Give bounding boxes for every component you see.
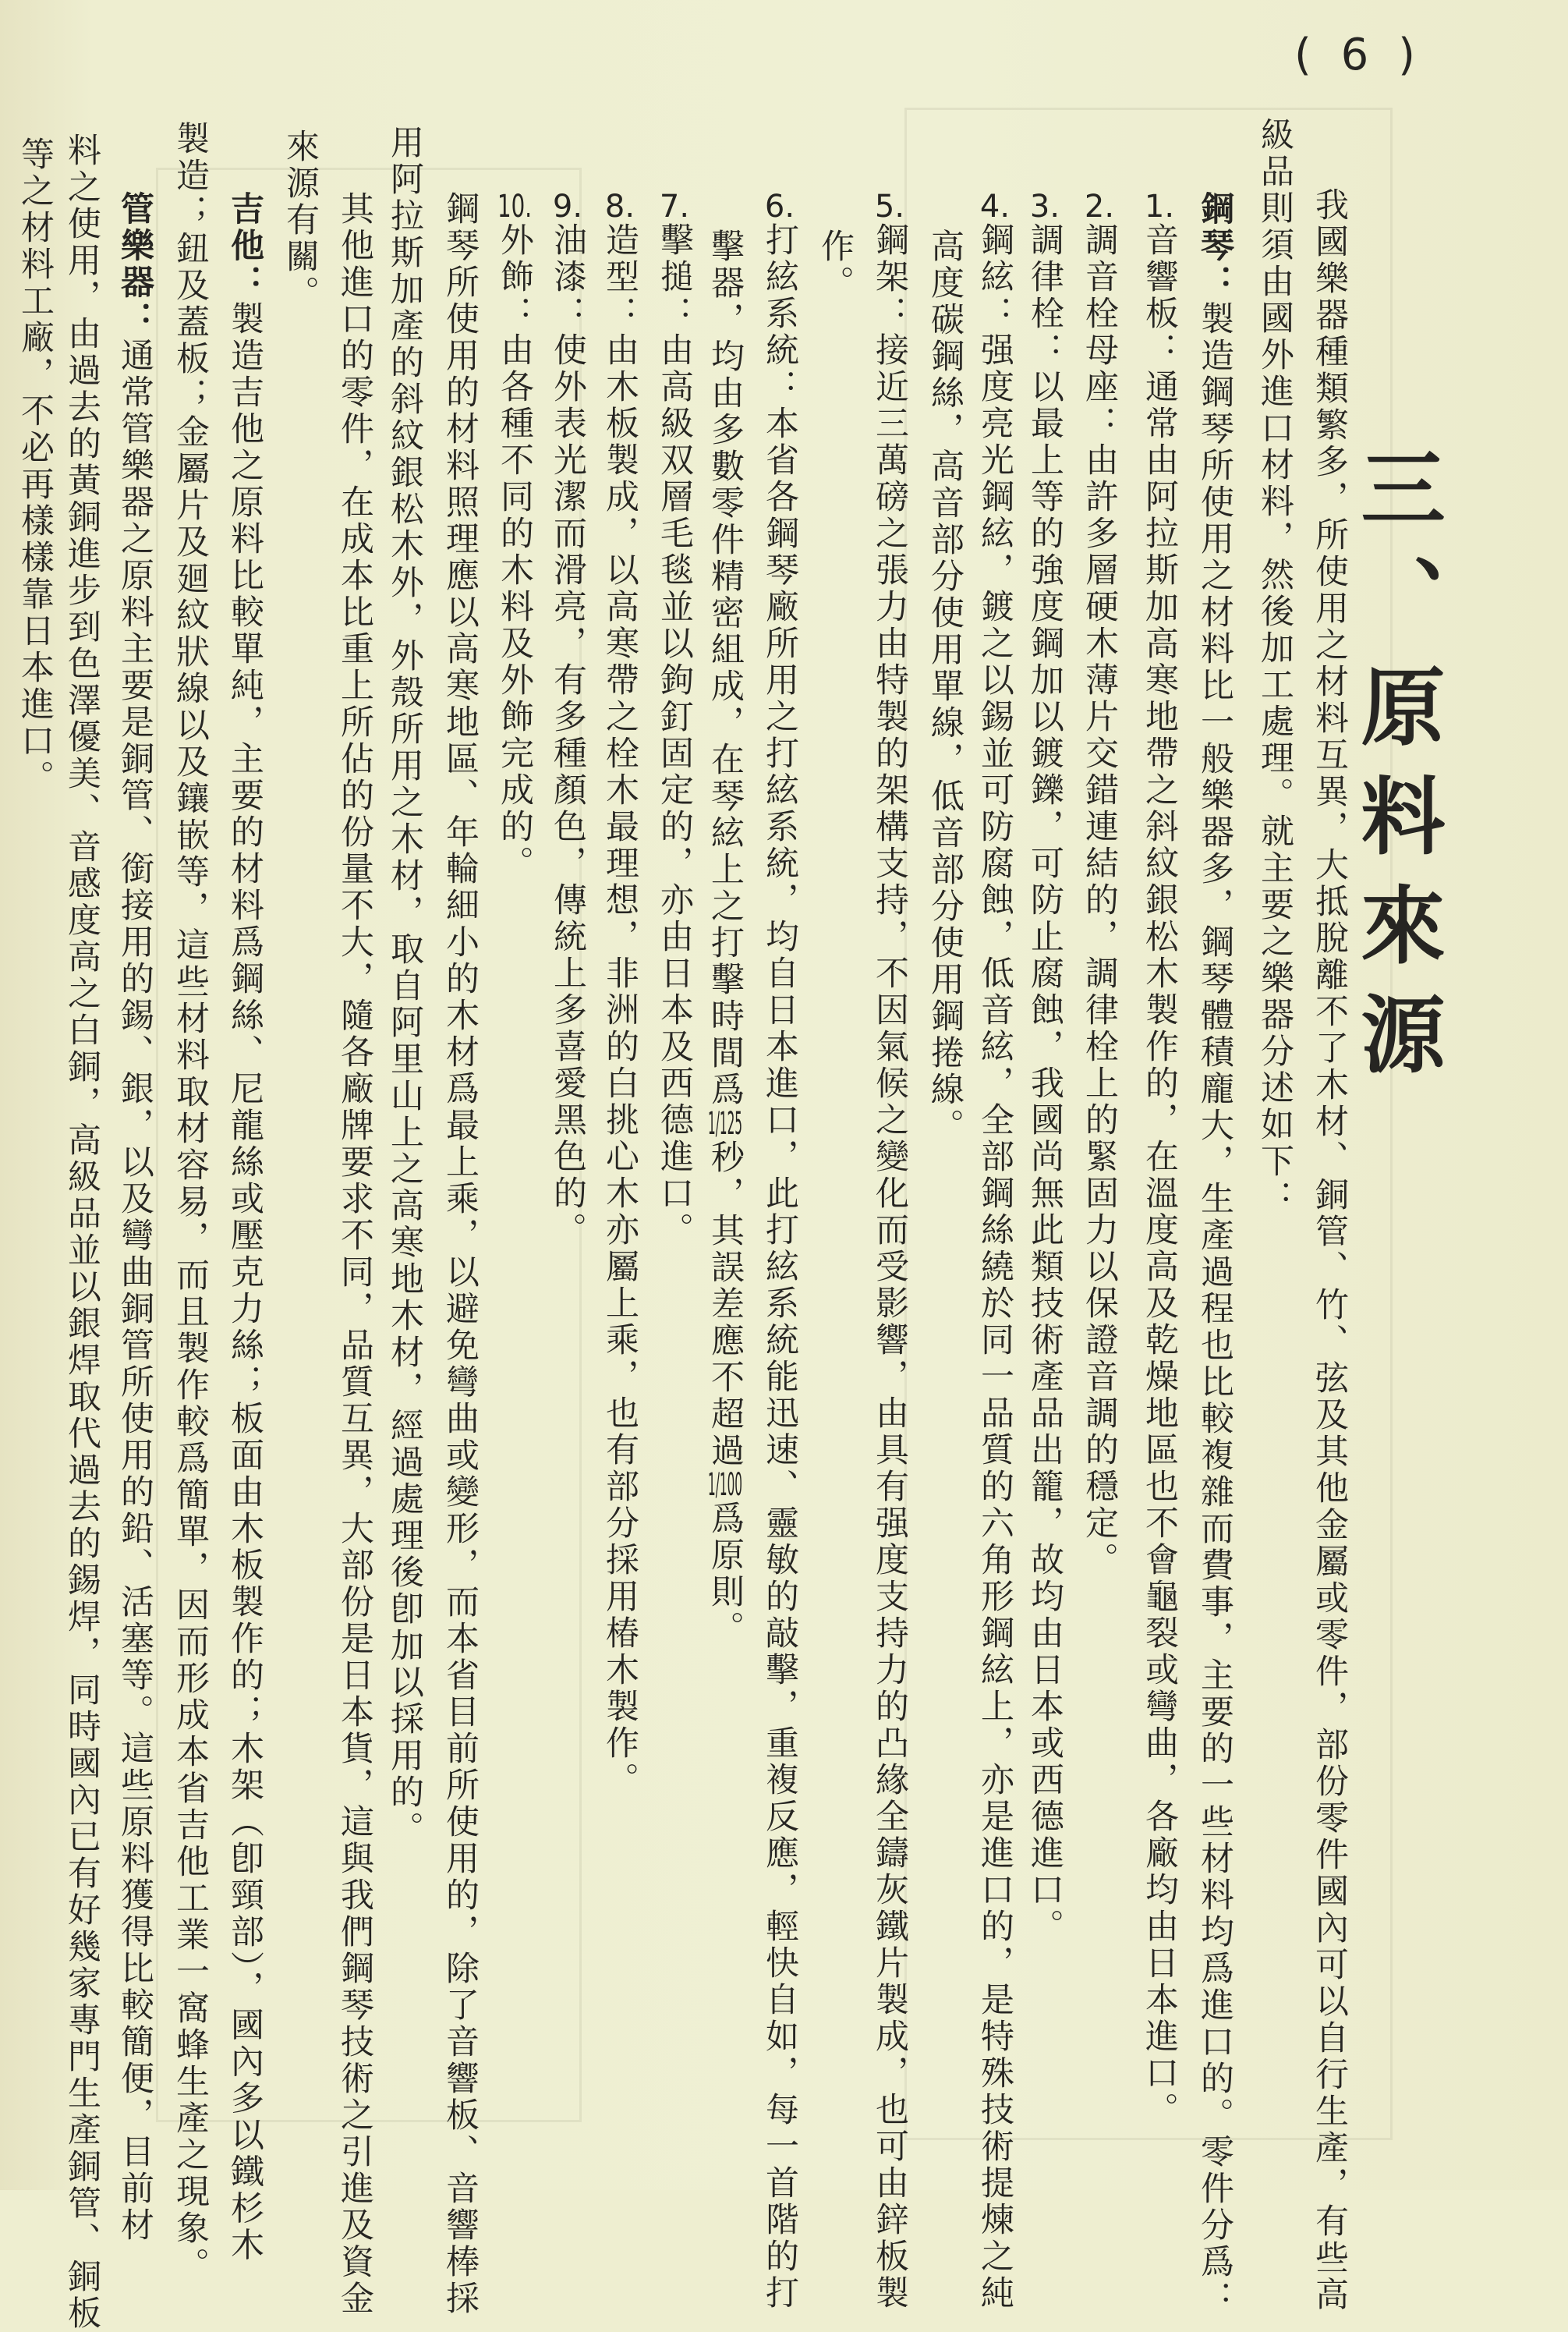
- item-text: 鋼架：接近三萬磅之張力由特製的架構支持，不因氣候之變化而受影響，由具有强度支持力的凸緣全鑄灰鐵片製成，也可由鋅板製: [870, 222, 909, 2312]
- intro-line-1: 我國樂器種類繁多，所使用之材料互異，大抵脫離不了木材、銅管、竹、弦及其他金屬或零件，部份零件國內可以自行生產，有些高: [1310, 187, 1349, 2313]
- piano-paragraph-3-line-2: 來源有關。: [281, 129, 320, 312]
- item-number: 7.: [659, 191, 690, 222]
- item-text: 造型：由木板製成，以高寒帶之栓木最理想，非洲的白挑心木亦屬上乘，也有部分採用椿木製作。: [600, 222, 639, 1799]
- item-text: 調律栓：以最上等的強度鋼加以鍍鑠，可防止腐蝕，我國尚無此類技術產品出籠，故均由日本或西德進口。: [1025, 222, 1064, 1945]
- piano-item-5-continued: 作。: [816, 229, 855, 302]
- page-number: ( 6 ): [1294, 30, 1423, 80]
- guitar-paragraph: [226, 191, 264, 2264]
- piano-paragraph: [1196, 191, 1234, 2317]
- item-number: 2.: [1084, 191, 1115, 222]
- piano-item-7: [656, 191, 693, 1249]
- item-text: 擊搥：由高級双層毛毯並以鉤釘固定的，亦由日本及西德進口。: [655, 222, 694, 1249]
- fraction: 1/125: [708, 1108, 742, 1139]
- piano-item-8: [601, 191, 639, 1799]
- section-title: 三、原料來源: [1347, 445, 1445, 1100]
- item-number: 1.: [1144, 191, 1175, 222]
- piano-paragraph-3-line-1: 其他進口的零件，在成本比重上所佔的份量不大，隨各廠牌要求不同，品質互異，大部份是日本貨，這與我們鋼琴技術之引進及資金: [335, 191, 374, 2317]
- winds-paragraph: [116, 191, 154, 2244]
- item-number: 3.: [1029, 191, 1060, 222]
- piano-paragraph-2-line-1: 鋼琴所使用的材料照理應以高寒地區、年輪細小的木材爲最上乘，以避免彎曲或變形，而本省目前所使用的，除了音響板、音響棒採: [441, 191, 480, 2317]
- piano-item-2: [1081, 191, 1118, 1579]
- piano-item-3: [1026, 191, 1064, 1945]
- item-number: 6.: [764, 191, 795, 222]
- item-number: 4.: [979, 191, 1011, 222]
- piano-item-5: [871, 191, 908, 2312]
- guitar-text: 製造吉他之原料比較單純，主要的材料爲鋼絲、尼龍絲或壓克力絲；板面由木板製作的；木架（卽頸部），國內多以鐵杉木: [225, 301, 264, 2264]
- piano-item-4-continued: 高度碳鋼絲，高音部分使用單線，低音部分使用鋼捲線。: [926, 229, 965, 1145]
- item-number: 10.: [497, 191, 532, 222]
- intro-line-2: 級品則須由國外進口材料，然後加工處理。就主要之樂器分述如下：: [1255, 117, 1294, 1217]
- item-text: 調音栓母座：由許多層硬木薄片交錯連結的，調律栓上的緊固力以保證音調的穩定。: [1080, 222, 1119, 1579]
- item-text: 秒，其誤差應不超過: [706, 1139, 745, 1469]
- winds-paragraph-line-3: 等之材料工廠，不必再樣樣靠日本進口。: [16, 136, 55, 796]
- piano-heading: 鋼琴：: [1195, 191, 1234, 301]
- piano-text: 製造鋼琴所使用之材料比一般樂器多，鋼琴體積龐大，生產過程也比較複雜而費事，主要的一些材料均爲進口的。零件分爲：: [1195, 301, 1234, 2317]
- piano-item-9: [549, 191, 586, 1249]
- guitar-paragraph-continued: 製造；鈕及蓋板；金屬片及廻紋狀線以及鑲嵌等，這些材料取材容易，而且製作較爲簡單，因而形成本省吉他工業一窩蜂生產之現象。: [171, 121, 210, 2284]
- item-text: 鋼絃：强度亮光鋼絃，鍍之以錫並可防腐蝕，低音絃，全部鋼絲繞於同一品質的六角形鋼絃上，亦是進口的，是特殊技術提煉之純: [975, 222, 1014, 2312]
- piano-item-6-continued: [706, 229, 744, 1647]
- item-text: 打絃系統：本省各鋼琴廠所用之打絃系統，均自日本進口，此打絃系統能迅速、靈敏的敲擊，重複反應，輕快自如，每一首階的打: [760, 222, 799, 2312]
- item-text: 爲原則。: [706, 1501, 745, 1647]
- item-number: 5.: [874, 191, 905, 222]
- winds-heading: 管樂器：: [115, 191, 154, 338]
- piano-item-10: [496, 191, 533, 882]
- item-text: 擊器，均由多數零件精密組成，在琴絃上之打擊時間爲: [706, 229, 745, 1108]
- item-text: 油漆：使外表光潔而滑亮，有多種顏色，傳統上多喜愛黑色的。: [548, 222, 587, 1249]
- piano-item-4: [976, 191, 1014, 2312]
- piano-item-6: [761, 191, 798, 2312]
- item-number: 8.: [604, 191, 635, 222]
- piano-item-1: [1141, 191, 1178, 2128]
- fraction: 1/100: [708, 1469, 742, 1501]
- item-text: 音響板：通常由阿拉斯加高寒地帶之斜紋銀松木製作的，在溫度高及乾燥地區也不會龜裂或彎曲，各廠均由日本進口。: [1140, 222, 1179, 2128]
- piano-paragraph-2-line-2: 用阿拉斯加產的斜紋銀松木外，外殼所用之木材，取自阿里山上之高寒地木材，經過處理後卽加以採用的。: [385, 125, 424, 1848]
- winds-paragraph-line-2: 料之使用，由過去的黃銅進步到色澤優美、音感度高之白銅，高級品並以銀焊取代過去的錫焊，同時國內已有好幾家專門生產銅管、銅板: [62, 133, 101, 2332]
- winds-text: 通常管樂器之原料主要是銅管、銜接用的錫、銀，以及彎曲銅管所使用的鉛、活塞等。這些原料獲得比較簡便，目前材: [115, 338, 154, 2244]
- item-text: 外飾：由各種不同的木料及外飾完成的。: [495, 222, 534, 882]
- item-number: 9.: [552, 191, 583, 222]
- guitar-heading: 吉他：: [225, 191, 264, 301]
